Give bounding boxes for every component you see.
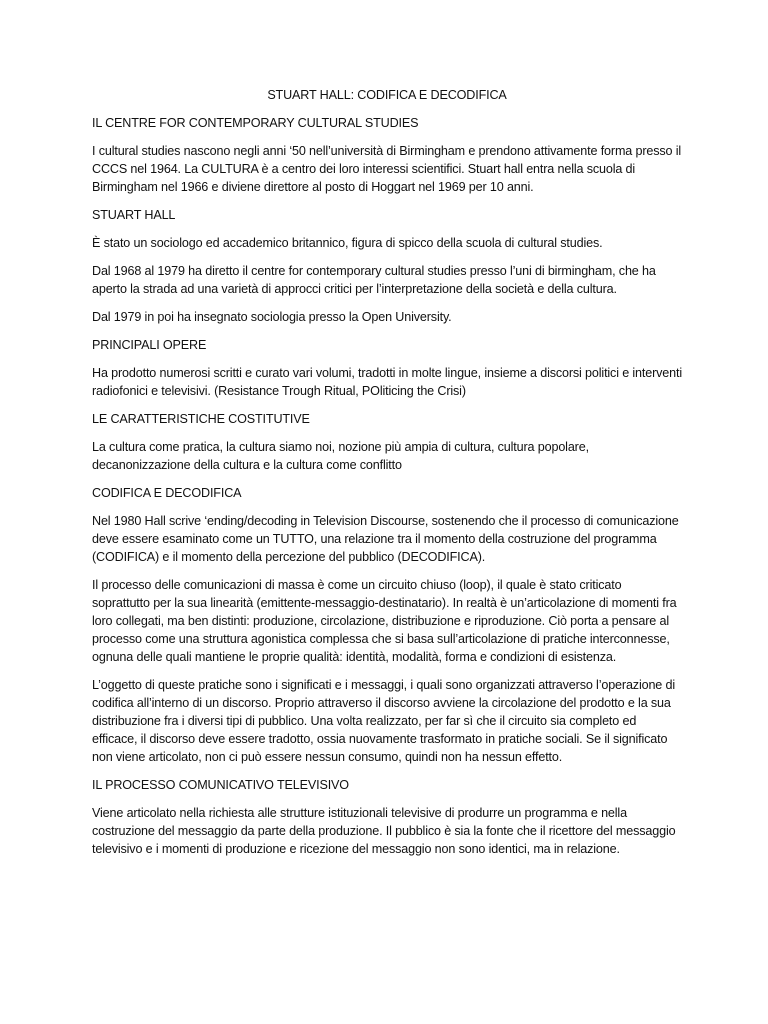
section-heading-codifica: CODIFICA E DECODIFICA [92, 486, 242, 500]
paragraph-circuito: Il processo delle comunicazioni di massa è come un circuito chiuso (loop), il quale è stato criticato soprattutto per la sua linearità (emittente-messaggio-destinatario). In realtà è un’articolazione di momenti fra loro collegati, ma ben distinti: produzione, circolazione, distribuzione e riproduzione. Ciò porta a pensare al processo come una struttura agonistica complessa che si basa sull’articolazione di pratiche interconnesse, ognuna delle quali mantiene le proprie qualità: identità, modalità, forma e condizioni di esistenza. [92, 578, 677, 664]
section-heading-processo-televisivo: IL PROCESSO COMUNICATIVO TELEVISIVO [92, 778, 349, 792]
paragraph-codifica-1980: Nel 1980 Hall scrive ‘ending/decoding in Television Discourse, sostenendo che il processo di comunicazione deve essere esaminato come un TUTTO, una relazione tra il momento della costruzione del programma (CODIFICA) e il momento della percezione del pubblico (DECODIFICA). [92, 514, 679, 564]
section-heading-principali-opere: PRINCIPALI OPERE [92, 338, 207, 352]
section-heading-caratteristiche: LE CARATTERISTICHE COSTITUTIVE [92, 412, 310, 426]
document-page [92, 86, 682, 868]
paragraph-caratteristiche: La cultura come pratica, la cultura siamo noi, nozione più ampia di cultura, cultura popolare, decanonizzazione della cultura e la cultura come conflitto [92, 440, 589, 472]
paragraph-hall-bio: È stato un sociologo ed accademico britannico, figura di spicco della scuola di cultural studies. [92, 236, 603, 250]
section-heading-stuart-hall: STUART HALL [92, 208, 176, 222]
section-heading-cccs: IL CENTRE FOR CONTEMPORARY CULTURAL STUDIES [92, 116, 419, 130]
paragraph-hall-open-university: Dal 1979 in poi ha insegnato sociologia presso la Open University. [92, 310, 452, 324]
document-title: STUART HALL: CODIFICA E DECODIFICA [267, 88, 507, 102]
paragraph-hall-director: Dal 1968 al 1979 ha diretto il centre for contemporary cultural studies presso l’uni di birmingham, che ha aperto la strada ad una varietà di approcci critici per l’interpretazione della società e della cultura. [92, 264, 656, 296]
paragraph-significati: L’oggetto di queste pratiche sono i significati e i messaggi, i quali sono organizzati attraverso l’operazione di codifica all’interno di un discorso. Proprio attraverso il discorso avviene la circolazione del prodotto e la sua distribuzione fra i diversi tipi di pubblico. Una volta realizzato, per far sì che il circuito sia completo ed efficace, il discorso deve essere tradotto, ossia nuovamente trasformato in pratiche sociali. Se il significato non viene articolato, non ci può essere nessun consumo, quindi non ha nessun effetto. [92, 678, 676, 764]
paragraph-opere: Ha prodotto numerosi scritti e curato vari volumi, tradotti in molte lingue, insieme a discorsi politici e interventi radiofonici e televisivi. (Resistance Trough Ritual, POliticing the Crisi) [92, 366, 683, 398]
paragraph-cccs-intro: I cultural studies nascono negli anni ‘50 nell’università di Birmingham e prendono attivamente forma presso il CCCS nel 1964. La CULTURA è a centro dei loro interessi scientifici. Stuart hall entra nella scuola di Birmingham nel 1966 e diviene direttore al posto di Hoggart nel 1969 per 10 anni. [92, 144, 682, 194]
paragraph-processo-televisivo: Viene articolato nella richiesta alle strutture istituzionali televisive di produrre un programma e nella costruzione del messaggio da parte della produzione. Il pubblico è sia la fonte che il ricettore del messaggio televisivo e i momenti di produzione e ricezione del messaggio non sono identici, ma in relazione. [92, 806, 676, 856]
